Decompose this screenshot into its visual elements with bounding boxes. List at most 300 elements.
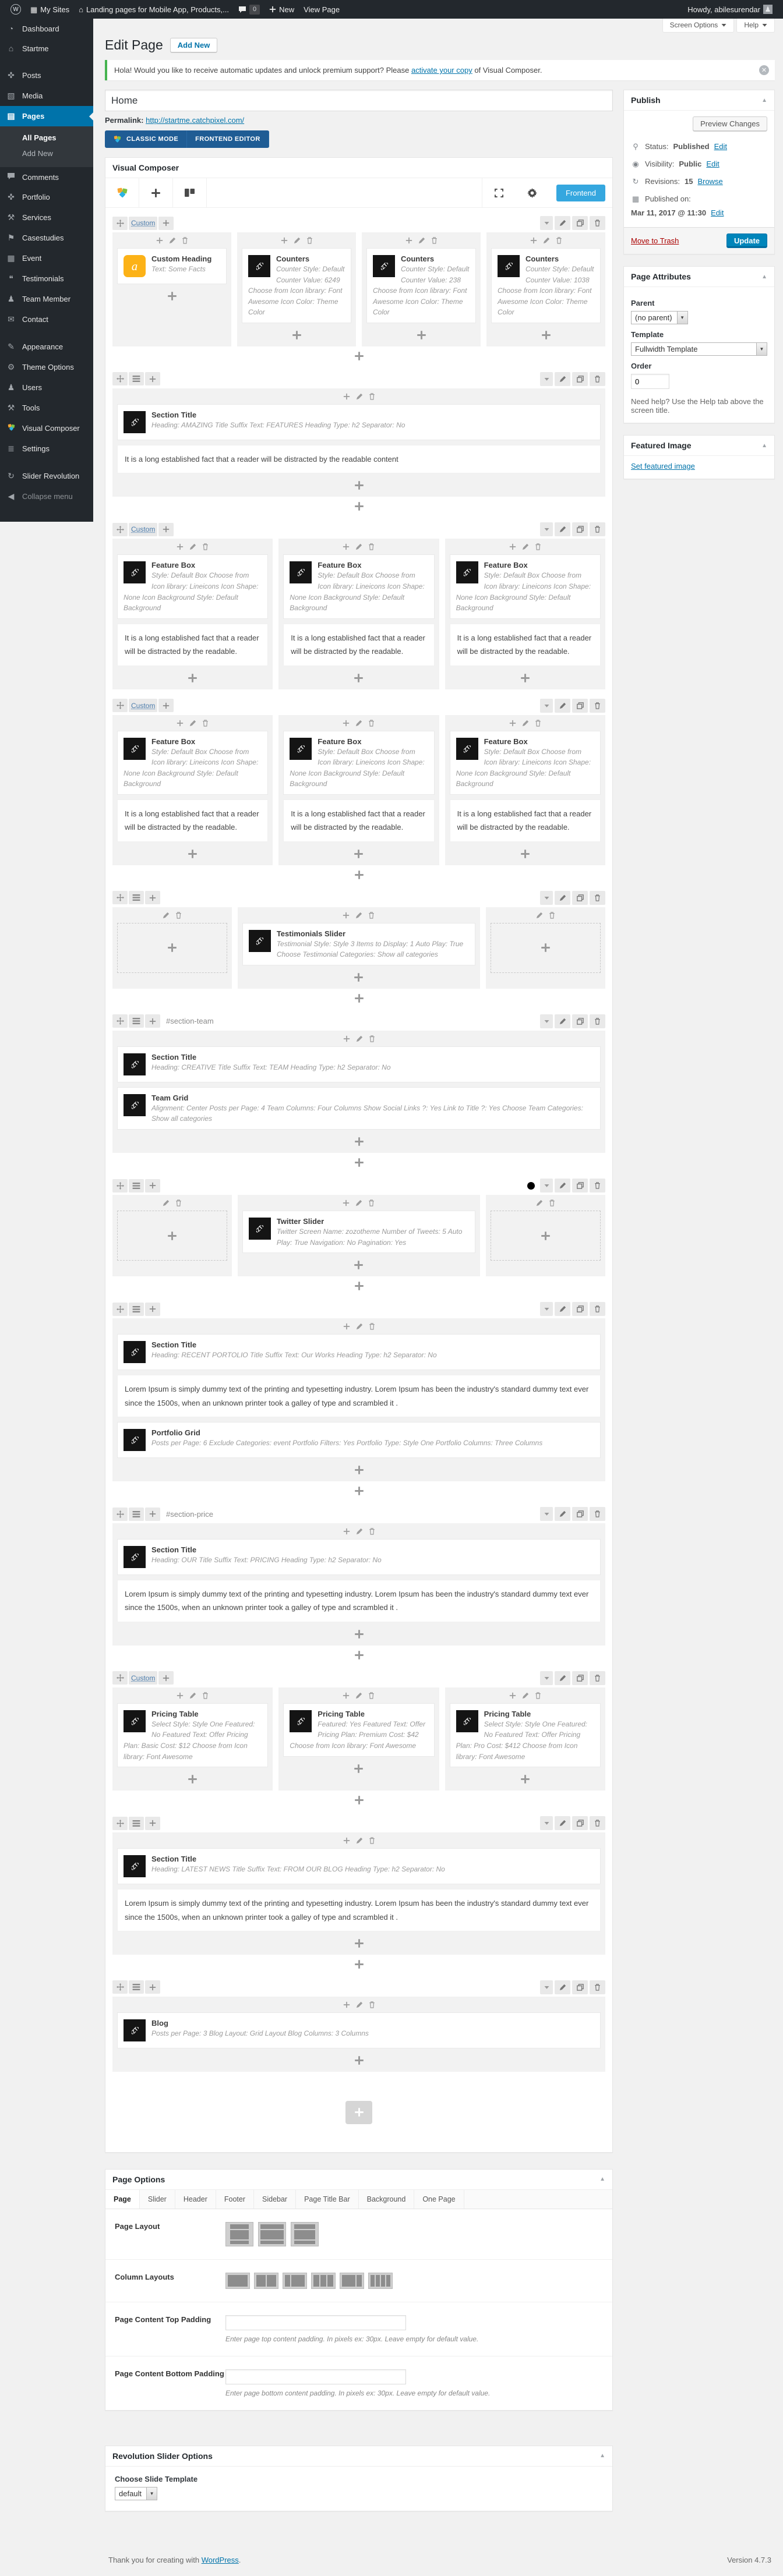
row-delete-button[interactable]: [590, 1302, 605, 1316]
row-add-button[interactable]: [145, 1817, 160, 1830]
row-layout-button[interactable]: [129, 1508, 144, 1521]
frontend-editor-button[interactable]: FRONTEND EDITOR: [187, 130, 269, 148]
pencil-icon[interactable]: [522, 1692, 529, 1699]
vc-add-element-button[interactable]: [139, 178, 173, 207]
row-toggle-button[interactable]: [540, 372, 553, 386]
row-delete-button[interactable]: [590, 1671, 605, 1685]
sidebar-item-event[interactable]: [0, 248, 93, 268]
row-delete-button[interactable]: [590, 372, 605, 386]
tab-sidebar[interactable]: Sidebar: [254, 2190, 296, 2209]
vc-element-custom-heading[interactable]: [117, 248, 227, 284]
row-copy-button[interactable]: [572, 891, 588, 905]
my-sites-menu[interactable]: ▦ My Sites: [30, 5, 70, 14]
row-add-button[interactable]: [158, 1671, 174, 1685]
add-new-button[interactable]: Add New: [170, 38, 218, 52]
move-to-trash-link[interactable]: Move to Trash: [631, 236, 679, 245]
pencil-icon[interactable]: [418, 237, 425, 244]
row-add-button[interactable]: [158, 217, 174, 230]
add-element-icon[interactable]: [509, 1692, 516, 1699]
top-padding-input[interactable]: [225, 2315, 406, 2330]
trash-icon[interactable]: [182, 237, 188, 244]
insert-row-button[interactable]: [112, 1959, 605, 1971]
row-drag-handle[interactable]: [112, 1671, 128, 1685]
row-toggle-button[interactable]: [540, 216, 553, 230]
row-edit-button[interactable]: [555, 699, 570, 713]
row-edit-button[interactable]: [555, 1671, 570, 1685]
tab-one-page[interactable]: One Page: [414, 2190, 464, 2209]
add-element-icon[interactable]: [343, 1323, 350, 1330]
row-toggle-button[interactable]: [540, 1302, 553, 1316]
trash-icon[interactable]: [549, 1199, 555, 1206]
collapse-toggle-icon[interactable]: ▲: [599, 2453, 605, 2460]
add-element-icon[interactable]: [343, 1692, 350, 1699]
vc-element-twitter-slider[interactable]: [242, 1211, 475, 1253]
custom-layout-link[interactable]: Custom: [131, 1673, 156, 1682]
vc-text-block[interactable]: It is a long established fact that a reader will be distracted by the readable content: [117, 445, 601, 473]
wordpress-link[interactable]: WordPress: [201, 2555, 239, 2564]
row-layout-button[interactable]: [129, 1817, 144, 1830]
row-drag-handle[interactable]: [112, 699, 128, 712]
sidebar-item-dashboard[interactable]: [0, 19, 93, 38]
sidebar-item-testimonials[interactable]: [0, 268, 93, 289]
add-element-button[interactable]: [117, 2053, 601, 2068]
row-add-button[interactable]: [145, 1980, 160, 1994]
bottom-padding-input[interactable]: [225, 2369, 406, 2384]
add-element-icon[interactable]: [343, 393, 350, 400]
custom-layout-link[interactable]: Custom: [131, 525, 156, 534]
trash-icon[interactable]: [175, 1199, 182, 1206]
row-custom-label[interactable]: [129, 217, 157, 230]
empty-column-add-button[interactable]: [117, 1211, 227, 1261]
trash-icon[interactable]: [368, 912, 375, 919]
row-custom-label[interactable]: [129, 699, 157, 712]
row-drag-handle[interactable]: [112, 523, 128, 536]
set-featured-image-link[interactable]: Set featured image: [631, 462, 695, 470]
page-layout-option-boxed-layout[interactable]: [225, 2222, 253, 2246]
row-copy-button[interactable]: [572, 522, 588, 536]
help-tab[interactable]: Help: [736, 19, 775, 33]
pencil-icon[interactable]: [189, 720, 196, 727]
add-element-icon[interactable]: [343, 912, 350, 919]
insert-row-button[interactable]: [112, 1158, 605, 1169]
vc-templates-button[interactable]: [173, 178, 207, 207]
trash-icon[interactable]: [368, 1692, 375, 1699]
row-add-button[interactable]: [158, 523, 174, 536]
sidebar-item-portfolio[interactable]: [0, 187, 93, 207]
add-element-icon[interactable]: [405, 237, 412, 244]
row-copy-button[interactable]: [572, 1014, 588, 1028]
trash-icon[interactable]: [535, 543, 541, 550]
dismiss-notice-button[interactable]: ✕: [759, 65, 769, 75]
trash-icon[interactable]: [535, 1692, 541, 1699]
insert-row-button[interactable]: [112, 1281, 605, 1293]
sidebar-item-users[interactable]: [0, 377, 93, 398]
add-element-button[interactable]: [283, 847, 434, 862]
sidebar-item-settings[interactable]: [0, 438, 93, 459]
tab-background[interactable]: Background: [359, 2190, 415, 2209]
add-element-icon[interactable]: [509, 543, 516, 550]
vc-text-block[interactable]: It is a long established fact that a reader will be distracted by the readable.: [117, 799, 268, 842]
add-element-button[interactable]: [117, 671, 268, 686]
pencil-icon[interactable]: [356, 1035, 363, 1042]
publish-row-link[interactable]: Browse: [697, 177, 723, 186]
vc-element-section-title[interactable]: [117, 404, 601, 440]
trash-icon[interactable]: [431, 237, 438, 244]
empty-column-add-button[interactable]: [491, 923, 601, 973]
add-element-button[interactable]: [242, 1258, 475, 1273]
row-copy-button[interactable]: [572, 1302, 588, 1316]
vc-element-counters[interactable]: [242, 248, 351, 323]
row-drag-handle[interactable]: [112, 1014, 128, 1028]
sidebar-item-startme[interactable]: [0, 38, 93, 58]
column-layout-option-four-column[interactable]: [368, 2273, 393, 2289]
add-element-button[interactable]: [242, 970, 475, 985]
sidebar-item-casestudies[interactable]: [0, 228, 93, 248]
vc-element-section-title[interactable]: [117, 1046, 601, 1082]
row-edit-button[interactable]: [555, 1816, 570, 1830]
trash-icon[interactable]: [202, 543, 209, 550]
row-toggle-button[interactable]: [540, 1014, 553, 1028]
vc-element-section-title[interactable]: [117, 1539, 601, 1575]
sidebar-item-comments[interactable]: [0, 167, 93, 187]
pencil-icon[interactable]: [189, 543, 196, 550]
row-edit-button[interactable]: [555, 372, 570, 386]
row-delete-button[interactable]: [590, 891, 605, 905]
row-delete-button[interactable]: [590, 1980, 605, 1994]
vc-element-feature-box[interactable]: [117, 731, 268, 795]
row-copy-button[interactable]: [572, 1671, 588, 1685]
sidebar-item-slider-revolution[interactable]: [0, 466, 93, 486]
pencil-icon[interactable]: [355, 1199, 362, 1206]
add-element-icon[interactable]: [343, 1837, 350, 1844]
add-element-button[interactable]: [450, 671, 601, 686]
row-layout-button[interactable]: [129, 1303, 144, 1316]
pencil-icon[interactable]: [356, 1323, 363, 1330]
row-add-button[interactable]: [145, 1179, 160, 1193]
row-toggle-button[interactable]: [540, 1816, 553, 1830]
trash-icon[interactable]: [368, 543, 375, 550]
row-layout-button[interactable]: [129, 1980, 144, 1994]
new-content-menu[interactable]: New: [264, 0, 299, 19]
trash-icon[interactable]: [369, 2001, 375, 2008]
tab-slider[interactable]: Slider: [140, 2190, 175, 2209]
row-add-button[interactable]: [158, 699, 174, 712]
add-element-button[interactable]: [117, 847, 268, 862]
row-add-button[interactable]: [145, 891, 160, 904]
row-copy-button[interactable]: [572, 1816, 588, 1830]
row-toggle-button[interactable]: [540, 1671, 553, 1685]
vc-settings-button[interactable]: [516, 178, 549, 207]
add-element-icon[interactable]: [343, 1199, 350, 1206]
row-copy-button[interactable]: [572, 1507, 588, 1521]
activate-copy-link[interactable]: activate your copy: [411, 66, 472, 75]
row-add-button[interactable]: [145, 372, 160, 385]
row-layout-button[interactable]: [129, 1014, 144, 1028]
pencil-icon[interactable]: [355, 543, 362, 550]
publish-row-link[interactable]: Edit: [706, 160, 719, 168]
row-edit-button[interactable]: [555, 1980, 570, 1994]
add-element-icon[interactable]: [177, 543, 184, 550]
row-drag-handle[interactable]: [112, 372, 128, 385]
add-element-button[interactable]: [117, 1134, 601, 1149]
row-delete-button[interactable]: [590, 1014, 605, 1028]
trash-icon[interactable]: [306, 237, 313, 244]
wp-logo[interactable]: [6, 0, 26, 19]
pencil-icon[interactable]: [169, 237, 176, 244]
post-title-input[interactable]: [105, 90, 613, 111]
pencil-icon[interactable]: [163, 1199, 170, 1206]
vc-fullscreen-button[interactable]: [482, 178, 516, 207]
trash-icon[interactable]: [202, 1692, 209, 1699]
row-edit-button[interactable]: [555, 891, 570, 905]
row-delete-button[interactable]: [590, 1507, 605, 1521]
page-layout-option-fullwidth-layout[interactable]: [258, 2222, 286, 2246]
add-element-icon[interactable]: [177, 720, 184, 727]
row-toggle-button[interactable]: [540, 891, 553, 905]
trash-icon[interactable]: [368, 1199, 375, 1206]
vc-element-pricing-table[interactable]: [450, 1703, 601, 1767]
slide-template-select[interactable]: [115, 2487, 157, 2500]
vc-text-block[interactable]: It is a long established fact that a reader will be distracted by the readable.: [283, 799, 434, 842]
pencil-icon[interactable]: [522, 720, 529, 727]
add-element-icon[interactable]: [509, 720, 516, 727]
column-layout-option-three-column[interactable]: [311, 2273, 336, 2289]
vc-text-block[interactable]: It is a long established fact that a reader will be distracted by the readable.: [450, 624, 601, 666]
add-element-button[interactable]: [117, 1627, 601, 1642]
sidebar-item-posts[interactable]: [0, 65, 93, 86]
trash-icon[interactable]: [369, 393, 375, 400]
screen-options-tab[interactable]: Screen Options: [662, 19, 735, 33]
vc-element-testimonials-slider[interactable]: [242, 923, 475, 965]
custom-layout-link[interactable]: Custom: [131, 701, 156, 710]
insert-row-button[interactable]: [112, 351, 605, 363]
trash-icon[interactable]: [202, 720, 209, 727]
add-element-button[interactable]: [117, 1463, 601, 1478]
add-element-icon[interactable]: [177, 1692, 184, 1699]
trash-icon[interactable]: [549, 912, 555, 919]
row-edit-button[interactable]: [555, 1179, 570, 1193]
row-toggle-button[interactable]: [540, 699, 553, 713]
add-element-icon[interactable]: [343, 543, 350, 550]
row-drag-handle[interactable]: [112, 1179, 128, 1193]
row-layout-button[interactable]: [129, 1179, 144, 1193]
row-copy-button[interactable]: [572, 1179, 588, 1193]
order-input[interactable]: [631, 374, 669, 389]
tab-page-title-bar[interactable]: Page Title Bar: [296, 2190, 359, 2209]
row-drag-handle[interactable]: [112, 1817, 128, 1830]
collapse-toggle-icon[interactable]: ▲: [761, 97, 767, 104]
pencil-icon[interactable]: [356, 1528, 363, 1535]
view-page-link[interactable]: View Page: [304, 5, 340, 14]
row-copy-button[interactable]: [572, 372, 588, 386]
column-layout-option-sidebar-right[interactable]: [340, 2273, 364, 2289]
row-copy-button[interactable]: [572, 216, 588, 230]
row-delete-button[interactable]: [590, 216, 605, 230]
pencil-icon[interactable]: [543, 237, 550, 244]
template-select[interactable]: [631, 342, 767, 356]
pencil-icon[interactable]: [163, 912, 170, 919]
pencil-icon[interactable]: [294, 237, 301, 244]
vc-text-block[interactable]: Lorem Ipsum is simply dummy text of the printing and typesetting industry. Lorem Ipsum has been the industry's standard dummy text ever since the 1500s, when an unknown printer took a galley of type and scrambled it .: [117, 1375, 601, 1417]
row-drag-handle[interactable]: [112, 1508, 128, 1521]
vc-element-feature-box[interactable]: [450, 554, 601, 618]
row-edit-button[interactable]: [555, 522, 570, 536]
vc-element-portfolio-grid[interactable]: [117, 1422, 601, 1458]
add-element-button[interactable]: [283, 1761, 434, 1777]
pencil-icon[interactable]: [355, 912, 362, 919]
row-delete-button[interactable]: [590, 1179, 605, 1193]
collapse-toggle-icon[interactable]: ▲: [761, 273, 767, 280]
vc-element-section-title[interactable]: [117, 1334, 601, 1370]
insert-row-button[interactable]: [112, 501, 605, 513]
row-layout-button[interactable]: [129, 372, 144, 385]
trash-icon[interactable]: [369, 1528, 375, 1535]
row-toggle-button[interactable]: [540, 1980, 553, 1994]
parent-select[interactable]: [631, 311, 688, 324]
row-drag-handle[interactable]: [112, 1303, 128, 1316]
add-element-icon[interactable]: [281, 237, 288, 244]
row-edit-button[interactable]: [555, 216, 570, 230]
row-copy-button[interactable]: [572, 699, 588, 713]
column-layout-option-two-column[interactable]: [254, 2273, 278, 2289]
vc-text-block[interactable]: Lorem Ipsum is simply dummy text of the printing and typesetting industry. Lorem Ipsum has been the industry's standard dummy text ever since the 1500s, when an unknown printer took a galley of type and scrambled it .: [117, 1889, 601, 1931]
add-element-icon[interactable]: [156, 237, 163, 244]
submenu-item-all-pages[interactable]: All Pages: [22, 133, 57, 142]
sidebar-item-media[interactable]: [0, 86, 93, 106]
pencil-icon[interactable]: [356, 2001, 363, 2008]
add-element-icon[interactable]: [530, 237, 537, 244]
vc-element-counters[interactable]: [491, 248, 601, 323]
trash-icon[interactable]: [369, 1035, 375, 1042]
sidebar-item-pages[interactable]: [0, 106, 93, 126]
trash-icon[interactable]: [175, 912, 182, 919]
vc-element-section-title[interactable]: [117, 1848, 601, 1884]
vc-add-row-button[interactable]: [345, 2101, 372, 2124]
row-toggle-button[interactable]: [540, 522, 553, 536]
row-custom-label[interactable]: [129, 1671, 157, 1685]
add-element-button[interactable]: [450, 1772, 601, 1787]
sidebar-item-appearance[interactable]: [0, 337, 93, 357]
vc-text-block[interactable]: It is a long established fact that a reader will be distracted by the readable.: [450, 799, 601, 842]
pencil-icon[interactable]: [189, 1692, 196, 1699]
vc-element-counters[interactable]: [366, 248, 476, 323]
vc-element-feature-box[interactable]: [117, 554, 268, 618]
empty-column-add-button[interactable]: [117, 923, 227, 973]
row-copy-button[interactable]: [572, 1980, 588, 1994]
pencil-icon[interactable]: [355, 720, 362, 727]
insert-row-button[interactable]: [112, 1650, 605, 1662]
row-delete-button[interactable]: [590, 1816, 605, 1830]
publish-row-link[interactable]: Edit: [711, 208, 724, 217]
add-element-icon[interactable]: [343, 1528, 350, 1535]
add-element-button[interactable]: [491, 328, 601, 343]
vc-text-block[interactable]: It is a long established fact that a reader will be distracted by the readable.: [117, 624, 268, 666]
insert-row-button[interactable]: [112, 993, 605, 1005]
row-edit-button[interactable]: [555, 1507, 570, 1521]
sidebar-item-tools[interactable]: [0, 398, 93, 418]
add-element-button[interactable]: [450, 847, 601, 862]
insert-row-button[interactable]: [112, 1486, 605, 1498]
vc-element-feature-box[interactable]: [283, 554, 434, 618]
comments-bubble[interactable]: [234, 0, 264, 19]
vc-element-pricing-table[interactable]: [283, 1703, 434, 1757]
vc-element-feature-box[interactable]: [450, 731, 601, 795]
row-delete-button[interactable]: [590, 522, 605, 536]
vc-frontend-button[interactable]: Frontend: [556, 185, 605, 201]
row-toggle-button[interactable]: [540, 1179, 553, 1193]
row-drag-handle[interactable]: [112, 1980, 128, 1994]
row-add-button[interactable]: [145, 1508, 160, 1521]
trash-icon[interactable]: [368, 720, 375, 727]
pencil-icon[interactable]: [536, 912, 543, 919]
trash-icon[interactable]: [535, 720, 541, 727]
pencil-icon[interactable]: [355, 1692, 362, 1699]
add-element-icon[interactable]: [343, 1035, 350, 1042]
tab-footer[interactable]: Footer: [216, 2190, 254, 2209]
trash-icon[interactable]: [556, 237, 562, 244]
trash-icon[interactable]: [369, 1837, 375, 1844]
update-button[interactable]: Update: [726, 233, 767, 248]
row-custom-label[interactable]: [129, 523, 157, 536]
row-edit-button[interactable]: [555, 1014, 570, 1028]
submenu-item-add-new[interactable]: Add New: [22, 149, 53, 158]
row-delete-button[interactable]: [590, 699, 605, 713]
trash-icon[interactable]: [369, 1323, 375, 1330]
publish-row-link[interactable]: Edit: [714, 142, 727, 151]
vc-element-feature-box[interactable]: [283, 731, 434, 795]
add-element-button[interactable]: [242, 328, 351, 343]
vc-element-blog[interactable]: [117, 2012, 601, 2048]
add-element-button[interactable]: [117, 1772, 268, 1787]
add-element-button[interactable]: [366, 328, 476, 343]
vc-text-block[interactable]: Lorem Ipsum is simply dummy text of the printing and typesetting industry. Lorem Ipsum has been the industry's standard dummy text ever since the 1500s, when an unknown printer took a galley of type and scrambled it .: [117, 1580, 601, 1622]
vc-text-block[interactable]: It is a long established fact that a reader will be distracted by the readable.: [283, 624, 434, 666]
tab-page[interactable]: Page: [105, 2190, 140, 2209]
current-site-menu[interactable]: ⌂ Landing pages for Mobile App, Products,...: [79, 5, 229, 14]
preview-changes-button[interactable]: Preview Changes: [693, 116, 767, 131]
pencil-icon[interactable]: [536, 1199, 543, 1206]
add-element-button[interactable]: [283, 671, 434, 686]
add-element-button[interactable]: [117, 478, 601, 493]
add-element-button[interactable]: [117, 289, 227, 304]
sidebar-item-collapse-menu[interactable]: [0, 486, 93, 507]
pencil-icon[interactable]: [522, 543, 529, 550]
row-toggle-button[interactable]: [540, 1507, 553, 1521]
row-add-button[interactable]: [145, 1303, 160, 1316]
classic-mode-button[interactable]: CLASSIC MODE: [105, 130, 187, 148]
insert-row-button[interactable]: [112, 870, 605, 882]
sidebar-item-theme-options[interactable]: [0, 357, 93, 377]
row-add-button[interactable]: [145, 1014, 160, 1028]
sidebar-item-services[interactable]: [0, 207, 93, 228]
pencil-icon[interactable]: [356, 393, 363, 400]
howdy-menu[interactable]: Howdy, abilesurendar ♟: [683, 0, 777, 19]
vc-element-team-grid[interactable]: [117, 1087, 601, 1130]
row-drag-handle[interactable]: [112, 891, 128, 904]
sidebar-item-team-member[interactable]: [0, 289, 93, 309]
collapse-toggle-icon[interactable]: ▲: [599, 2176, 605, 2183]
sidebar-item-visual-composer[interactable]: [0, 418, 93, 438]
page-layout-option-framed-layout[interactable]: [291, 2222, 319, 2246]
tab-header[interactable]: Header: [175, 2190, 216, 2209]
empty-column-add-button[interactable]: [491, 1211, 601, 1261]
row-drag-handle[interactable]: [112, 217, 128, 230]
row-edit-button[interactable]: [555, 1302, 570, 1316]
column-layout-option-one-column[interactable]: [225, 2273, 250, 2289]
add-element-button[interactable]: [117, 1936, 601, 1951]
collapse-toggle-icon[interactable]: ▲: [761, 442, 767, 449]
column-layout-option-sidebar-left[interactable]: [283, 2273, 307, 2289]
